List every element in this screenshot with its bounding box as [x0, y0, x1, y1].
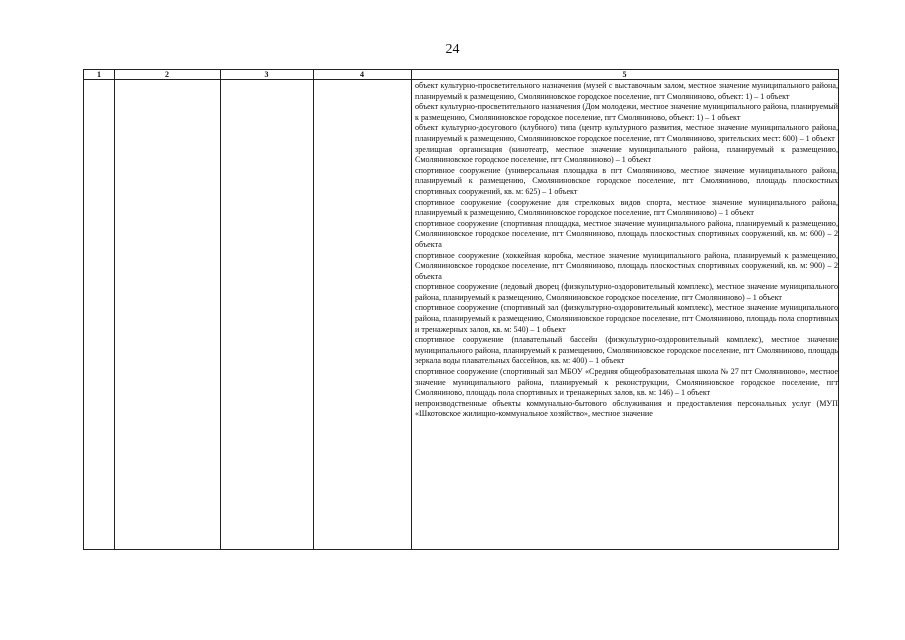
table-entry: зрелищная организация (кинотеатр, местное значение муниципального района, планируемый к размещению, Смоляниновское городское поселение, пгт Смоляниново) – 1 объект [415, 144, 838, 165]
column-divider [114, 70, 115, 549]
column-header-1: 1 [97, 70, 101, 79]
column-divider [220, 70, 221, 549]
table-entry: спортивное сооружение (спортивный зал (физкультурно-оздоровительный комплекс), местное значение муниципального района, планируемый к размещению, Смоляниновское городское поселение, пгт Смоляниново, площадь пола спортивных и тренажерных залов, кв. м: 540) – 1 объект [415, 303, 838, 334]
column-header-5: 5 [622, 70, 627, 79]
table-entry: спортивное сооружение (плавательный бассейн (физкультурно-оздоровительный комплекс), местное значение муниципального района, планируемый к размещению, Смоляниновское городское поселение, пгт Смоляниново, площадь зеркала воды плавательных бассейнов, кв. м: 400) – 1 объект [415, 335, 838, 366]
column-header-4: 4 [360, 70, 364, 79]
column-divider [313, 70, 314, 549]
table-entry: спортивное сооружение (сооружение для стрелковых видов спорта, местное значение муниципального района, планируемый к размещению, Смоляниновское городское поселение, пгт Смоляниново) – 1 объект [415, 197, 838, 218]
table-entry: спортивное сооружение (ледовый дворец (физкультурно-оздоровительный комплекс), местное значение муниципального района, планируемый к размещению, Смоляниновское городское поселение, пгт Смоляниново) – 1 объект [415, 282, 838, 302]
column-header-3: 3 [264, 70, 269, 79]
table-entry: объект культурно-просветительного назначения (Дом молодежи, местное значение муниципального района, планируемый к размещению, Смоляниновское городское поселение, пгт Смоляниново, объект: 1) – 1 объект [415, 102, 838, 122]
table-entry: непроизводственные объекты коммунально-бытового обслуживания и предоставления персональных услуг (МУП «Шкотовское жилищно-коммунальное хозяйство», местное значение [415, 398, 838, 419]
table-entry: спортивное сооружение (спортивный зал МБОУ «Средняя общеобразовательная школа № 27 пгт Смоляниново», местное значение муниципального района, планируемый к реконструкции, Смоляниновское городское поселение, пгт Смоляниново, площадь пола спортивных и тренажерных залов, кв. м: 146) – 1 объект [415, 367, 838, 398]
column-header-2: 2 [165, 70, 169, 79]
table-entry: спортивное сооружение (спортивная площадка, местное значение муниципального района, планируемый к размещению, Смоляниновское городское поселение, пгт Смоляниново, площадь плоскостных спортивных сооружений, кв. м: 600) – 2 объекта [415, 218, 838, 249]
column-5-content [415, 81, 838, 549]
document-table [83, 69, 839, 550]
table-entry: спортивное сооружение (хоккейная коробка, местное значение муниципального района, планируемый к размещению, Смоляниновское городское поселение, пгт Смоляниново, площадь плоскостных спортивных сооружений, кв. м: 900) – 2 объекта [415, 250, 838, 281]
table-entry: объект культурно-просветительного назначения (музей с выставочным залом, местное значение муниципального района, планируемый к размещению, Смоляниновское городское поселение, пгт Смоляниново, объект: 1) – 1 объект [415, 81, 838, 101]
table-entry: спортивное сооружение (универсальная площадка в пгт Смоляниново, местное значение муниципального района, планируемый к размещению, Смоляниновское городское поселение, пгт Смоляниново, площадь плоскостных спортивных сооружений, кв. м: 625) – 1 объект [415, 165, 838, 196]
table-entry: объект культурно-досугового (клубного) типа (центр культурного развития, местное значение муниципального района, планируемый к размещению, Смоляниновское городское поселение, пгт Смоляниново, зрительских мест: 600) – 1 объект [415, 123, 838, 143]
page-number: 24 [445, 42, 460, 57]
column-divider [411, 70, 412, 549]
